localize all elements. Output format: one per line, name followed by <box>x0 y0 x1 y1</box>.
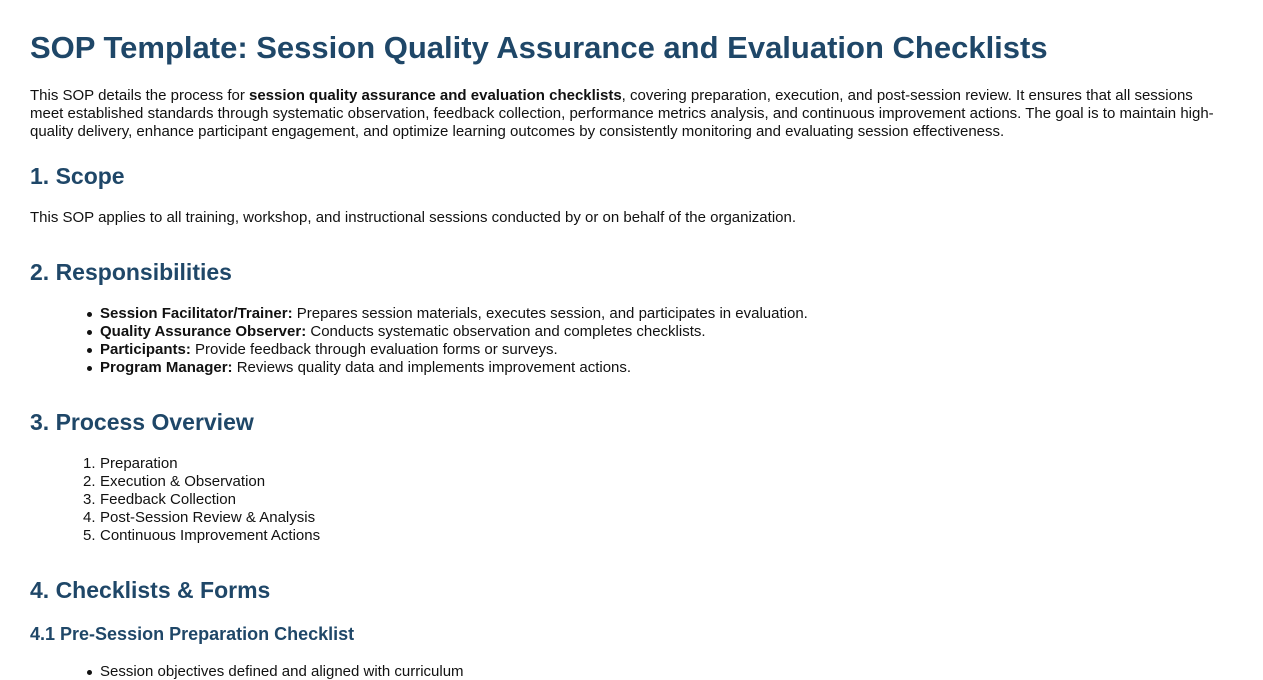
pre-session-checklist-heading: 4.1 Pre-Session Preparation Checklist <box>30 624 355 644</box>
step-label: Continuous Improvement Actions <box>100 527 321 544</box>
bullet-icon <box>87 330 92 335</box>
list-item <box>83 527 321 545</box>
bullet-icon <box>87 366 92 371</box>
list-item <box>83 455 320 473</box>
role-label: Session Facilitator/Trainer: <box>100 305 293 322</box>
bullet-icon <box>87 312 92 317</box>
step-number: 3. <box>83 491 96 508</box>
step-label: Preparation <box>100 455 178 472</box>
bullet-icon <box>87 348 92 353</box>
page-title: SOP Template: Session Quality Assurance and Evaluation Checklists <box>30 30 1048 65</box>
list-item <box>100 341 808 359</box>
step-label: Execution & Observation <box>100 473 266 490</box>
scope-heading: 1. Scope <box>30 163 125 189</box>
step-label: Post-Session Review & Analysis <box>100 509 316 526</box>
list-item <box>100 359 808 377</box>
step-number: 5. <box>83 527 96 544</box>
step-number: 2. <box>83 473 96 490</box>
checklists-heading: 4. Checklists & Forms <box>30 577 271 603</box>
list-item <box>100 323 808 341</box>
step-label: Feedback Collection <box>100 491 236 508</box>
list-item <box>83 473 320 491</box>
step-number: 1. <box>83 455 96 472</box>
intro-text-after: , covering preparation, execution, and post-session review. It ensures that all sessions meet established standards through systematic observation, feedback collection, performance metrics analysis, and continuous improvement actions. The goal is to maintain high-quality delivery, enhance participant engagement, and optimize learning outcomes by consistently monitoring and evaluating session effectiveness. <box>30 87 1214 140</box>
checklist-item-label: Session objectives defined and aligned with curriculum <box>100 663 464 680</box>
list-item <box>100 305 808 323</box>
step-number: 4. <box>83 509 96 526</box>
role-description: Provide feedback through evaluation forms or surveys. <box>190 341 558 358</box>
role-label: Program Manager: <box>100 359 233 376</box>
responsibilities-list <box>100 305 808 377</box>
role-description: Conducts systematic observation and completes checklists. <box>306 323 706 340</box>
intro-paragraph <box>30 87 1228 141</box>
role-description: Reviews quality data and implements improvement actions. <box>232 359 632 376</box>
role-label: Quality Assurance Observer: <box>100 323 307 340</box>
list-item <box>83 491 320 509</box>
role-label: Participants: <box>100 341 191 358</box>
process-steps-list <box>83 455 321 545</box>
scope-text: This SOP applies to all training, workshop, and instructional sessions conducted by or on behalf of the organization. <box>30 209 797 226</box>
bullet-icon <box>87 670 92 675</box>
role-description: Prepares session materials, executes session, and participates in evaluation. <box>292 305 808 322</box>
process-heading: 3. Process Overview <box>30 409 254 435</box>
pre-session-checklist <box>100 663 464 680</box>
responsibilities-heading: 2. Responsibilities <box>30 259 232 285</box>
list-item <box>83 509 320 527</box>
list-item <box>100 663 464 680</box>
intro-text-before: This SOP details the process for <box>30 87 249 104</box>
intro-text-bold: session quality assurance and evaluation checklists <box>249 87 622 104</box>
